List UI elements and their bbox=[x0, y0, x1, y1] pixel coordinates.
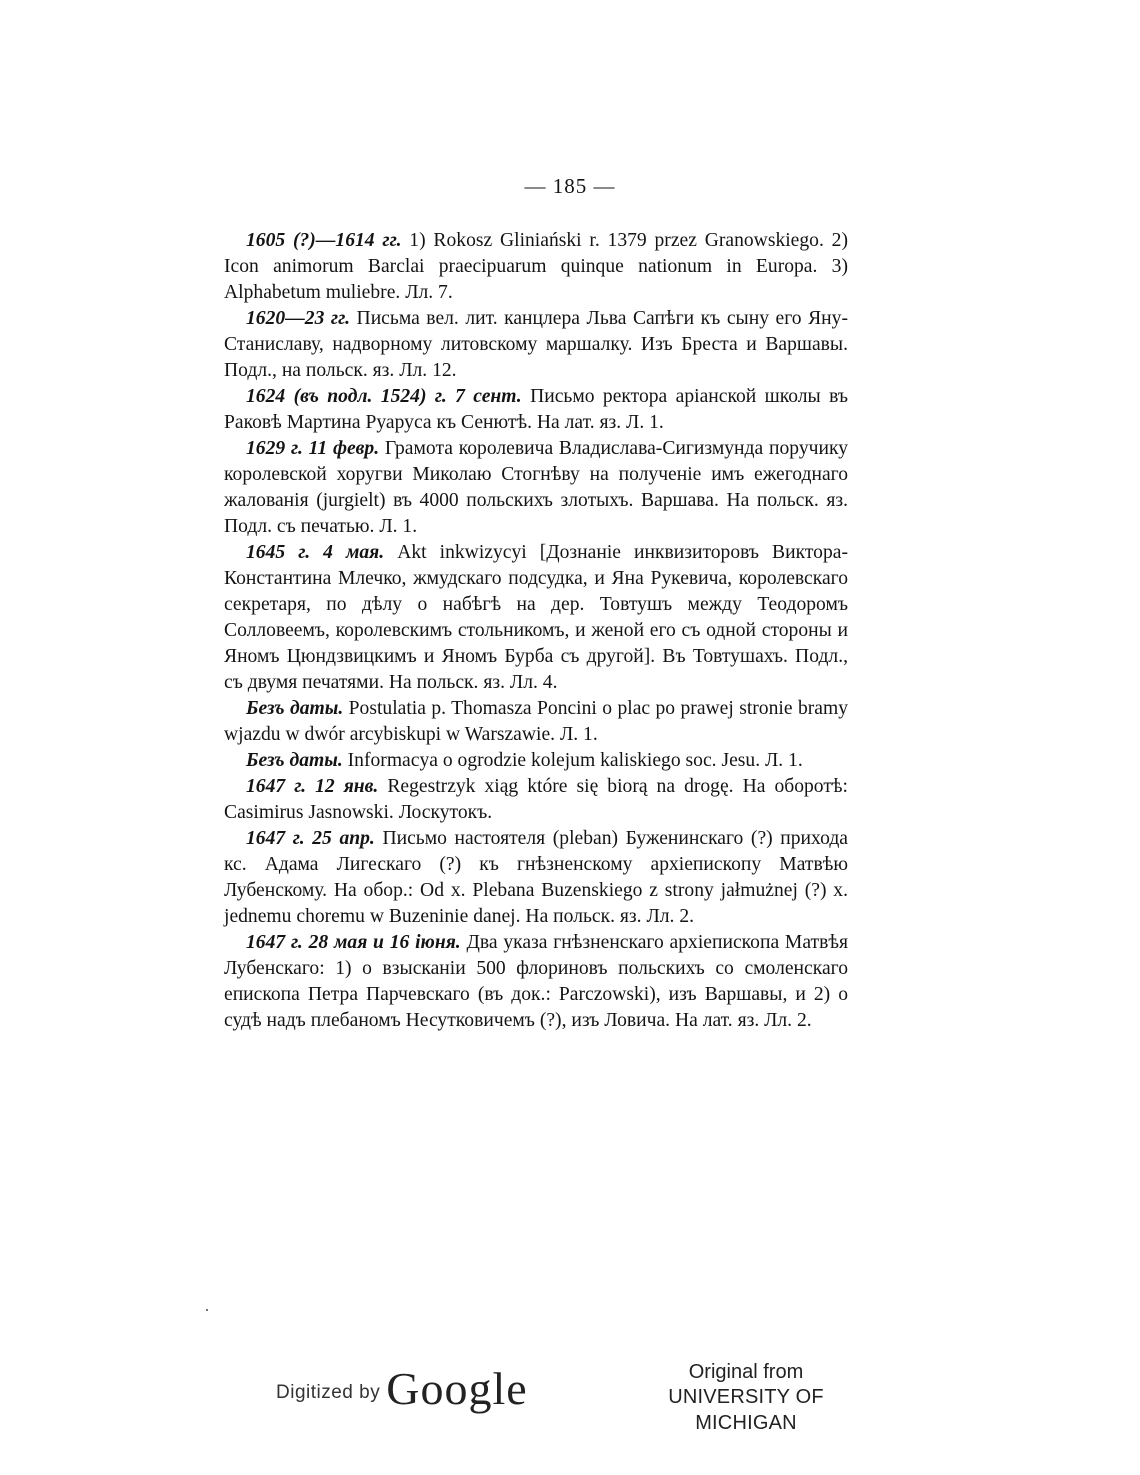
entry-date: 1629 г. 11 февр. bbox=[246, 438, 380, 459]
entry-9 bbox=[224, 826, 848, 930]
entry-text: Грамота королевича Владислава-Сигизмунда поручику королевской хоругви Миколаю Стогнѣву на полученіе имъ ежегоднаго жалованія (jurgielt) въ 4000 польскихъ злотыхъ. Варшава. На польск. яз. Подл. съ печатью. Л. 1. bbox=[224, 438, 848, 537]
entry-date: 1605 (?)—1614 гг. bbox=[246, 230, 402, 251]
entry-2 bbox=[224, 306, 848, 384]
entry-date: 1624 (въ подл. 1524) г. 7 сент. bbox=[246, 386, 522, 407]
entry-text: Письмо настоятеля (pleban) Буженинскаго (?) прихода кс. Адама Лигескаго (?) къ гнѣзненскому архіепископу Матвѣю Лубенскому. На обор.: Od x. Plebana Buzenskiego z strony jałmużnej (?) x. jednemu choremu w Buzeninie danej. На польск. яз. Лл. 2. bbox=[224, 828, 848, 927]
digitized-by-google-watermark bbox=[276, 1352, 528, 1412]
entry-text: Regestrzyk xiąg które się biorą na drogę. На оборотѣ: Casimirus Jasnowski. Лоскутокъ. bbox=[224, 776, 848, 823]
entry-text: Akt inkwizycyi [Дознаніе инквизиторовъ Виктора-Константина Млечко, жмудскаго подсудка, и Яна Рукевича, королевскаго секретаря, по дѣлу о набѣгѣ на дер. Товтушъ между Теодоромъ Солловеемъ, королевскимъ стольникомъ, и женой его съ одной стороны и Яномъ Цюндзвицкимъ и Яномъ Бурба съ другой]. Въ Товтушахъ. Подл., съ двумя печатями. На польск. яз. Лл. 4. bbox=[224, 542, 848, 693]
google-logo: Google bbox=[386, 1363, 528, 1414]
entry-text: 1) Rokosz Gliniański r. 1379 przez Granowskiego. 2) Icon animorum Barclai praecipuarum quinque nationum in Europa. 3) Alphabetum muliebre. Лл. 7. bbox=[224, 230, 848, 303]
document-body bbox=[224, 228, 848, 1034]
entry-text: Два указа гнѣзненскаго архіепископа Матвѣя Лубенскаго: 1) о взысканіи 500 флориновъ польскихъ со смоленскаго епископа Петра Парчевскаго (въ док.: Parczowski), изъ Варшавы, и 2) о судѣ надъ плебаномъ Несутковичемъ (?), изъ Ловича. На лат. яз. Лл. 2. bbox=[224, 932, 848, 1031]
entry-5 bbox=[224, 540, 848, 696]
entry-4 bbox=[224, 436, 848, 540]
entry-6 bbox=[224, 696, 848, 748]
entry-10 bbox=[224, 930, 848, 1034]
original-from-label: Original from bbox=[688, 1361, 804, 1383]
entry-text: Postulatia p. Thomasza Poncini o plac po prawej stronie bramy wjazdu w dwór arcybiskupi w Warszawie. Л. 1. bbox=[224, 698, 848, 745]
original-source-credit bbox=[618, 1360, 874, 1436]
entry-date: Безъ даты. bbox=[246, 698, 344, 719]
entry-text: Письма вел. лит. канцлера Льва Сапѣги къ сыну его Яну-Станиславу, надворному литовскому маршалку. Изъ Бреста и Варшавы. Подл., на польск. яз. Лл. 12. bbox=[224, 308, 848, 381]
scan-speck bbox=[206, 1309, 208, 1311]
entry-date: 1620—23 гг. bbox=[246, 308, 351, 329]
entry-text: Письмо ректора аріанской школы въ Раковѣ Мартина Руаруса къ Сенютѣ. На лат. яз. Л. 1. bbox=[224, 386, 848, 433]
university-name: UNIVERSITY OF MICHIGAN bbox=[668, 1386, 824, 1434]
entry-date: 1645 г. 4 мая. bbox=[246, 542, 385, 563]
entry-1 bbox=[224, 228, 848, 306]
entry-date: 1647 г. 12 янв. bbox=[246, 776, 379, 797]
entry-date: 1647 г. 25 апр. bbox=[246, 828, 375, 849]
entry-8 bbox=[224, 774, 848, 826]
entry-3 bbox=[224, 384, 848, 436]
entry-7 bbox=[224, 748, 848, 774]
entry-date: 1647 г. 28 мая и 16 іюня. bbox=[246, 932, 461, 953]
entry-text: Informacya o ogrodzie kolejum kaliskiego soc. Jesu. Л. 1. bbox=[342, 750, 803, 771]
digitized-by-label: Digitized by bbox=[276, 1382, 381, 1403]
page-number: — 185 — bbox=[524, 174, 616, 198]
entry-date: Безъ даты. bbox=[246, 750, 343, 771]
